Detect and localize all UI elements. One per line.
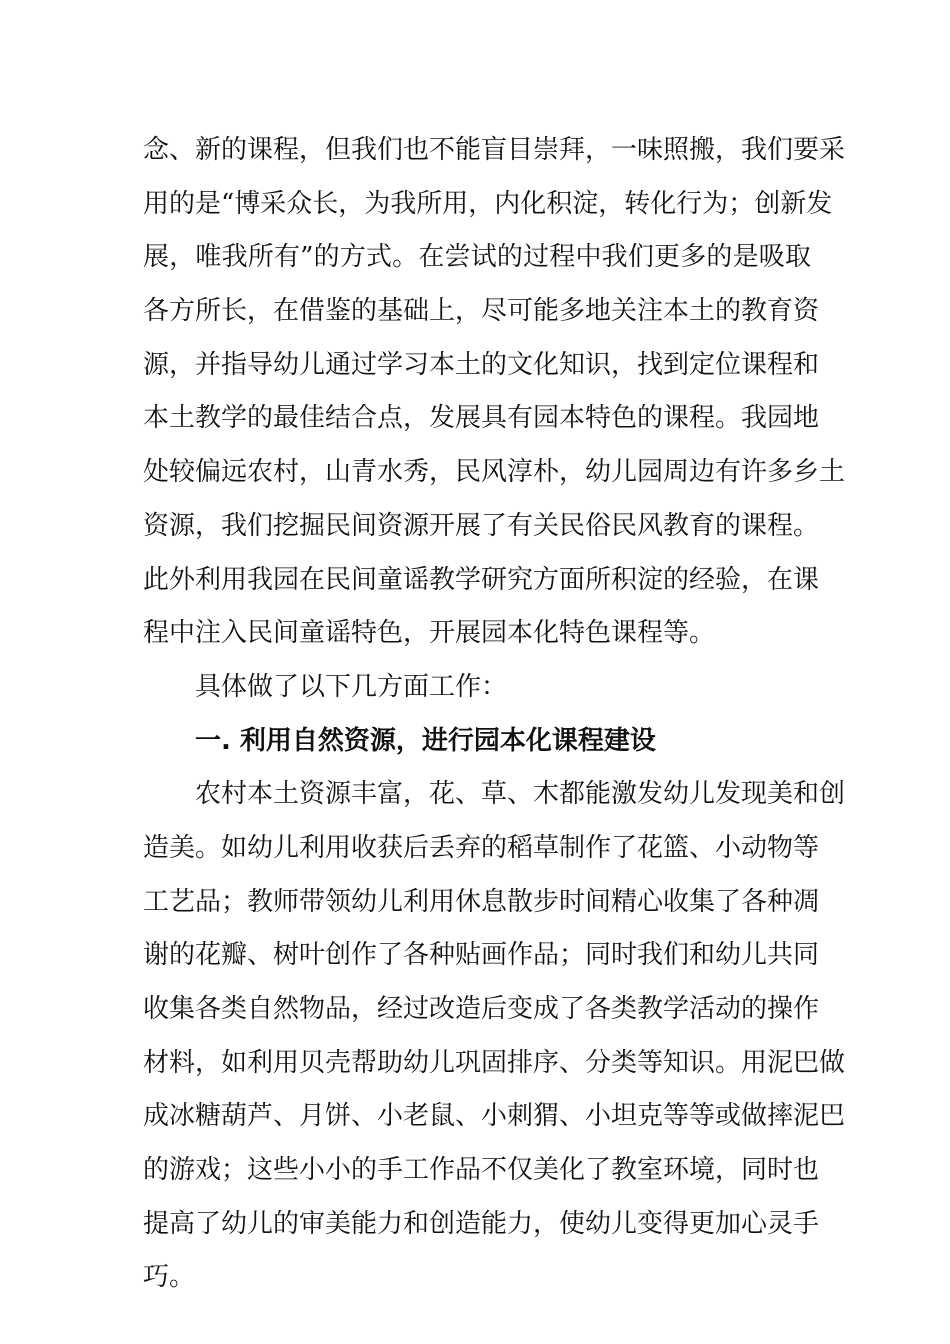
paragraph-line: 成冰糖葫芦、月饼、小老鼠、小刺猬、小坦克等等或做摔泥巴 — [143, 1101, 846, 1132]
paragraph-line: 农村本土资源丰富，花、草、木都能激发幼儿发现美和创 — [195, 779, 846, 810]
paragraph-line: 资源，我们挖掘民间资源开展了有关民俗民风教育的课程。 — [143, 510, 820, 541]
paragraph-line: 展，唯我所有”的方式。在尝试的过程中我们更多的是吸取 — [143, 242, 811, 273]
paragraph-line: 材料，如利用贝壳帮助幼儿巩固排序、分类等知识。用泥巴做 — [143, 1047, 846, 1078]
paragraph-line: 程中注入民间童谣特色，开展园本化特色课程等。 — [143, 618, 716, 649]
paragraph-line: 此外利用我园在民间童谣教学研究方面所积淀的经验，在课 — [143, 564, 820, 595]
paragraph-line: 工艺品；教师带领幼儿利用休息散步时间精心收集了各种凋 — [143, 886, 820, 917]
paragraph-line: 的游戏；这些小小的手工作品不仅美化了教室环境，同时也 — [143, 1155, 820, 1186]
paragraph-line: 提高了幼儿的审美能力和创造能力，使幼儿变得更加心灵手 — [143, 1208, 820, 1239]
paragraph-line: 谢的花瓣、树叶创作了各种贴画作品；同时我们和幼儿共同 — [143, 940, 820, 971]
paragraph-line: 用的是“博采众长，为我所用，内化积淀，转化行为；创新发 — [143, 188, 833, 219]
paragraph-line: 收集各类自然物品，经过改造后变成了各类教学活动的操作 — [143, 994, 820, 1024]
paragraph-line: 造美。如幼儿利用收获后丢弃的稻草制作了花篮、小动物等 — [143, 832, 820, 863]
paragraph-line: 各方所长，在借鉴的基础上，尽可能多地关注本土的教育资 — [143, 296, 820, 327]
document-body — [143, 124, 846, 1305]
paragraph-line: 念、新的课程，但我们也不能盲目崇拜，一味照搬，我们要采 — [143, 135, 846, 165]
paragraph-line: 本土教学的最佳结合点，发展具有园本特色的课程。我园地 — [143, 403, 820, 434]
paragraph-line: 巧。 — [143, 1262, 196, 1293]
paragraph-line: 源，并指导幼儿通过学习本土的文化知识，找到定位课程和 — [143, 349, 820, 380]
paragraph-1 — [143, 124, 846, 661]
paragraph-2 — [143, 768, 846, 1305]
section-heading: 一. 利用自然资源，进行园本化课程建设 — [195, 725, 656, 756]
intro-line: 具体做了以下几方面工作： — [195, 671, 508, 702]
paragraph-line: 处较偏远农村，山青水秀，民风淳朴，幼儿园周边有许多乡土 — [143, 457, 846, 488]
